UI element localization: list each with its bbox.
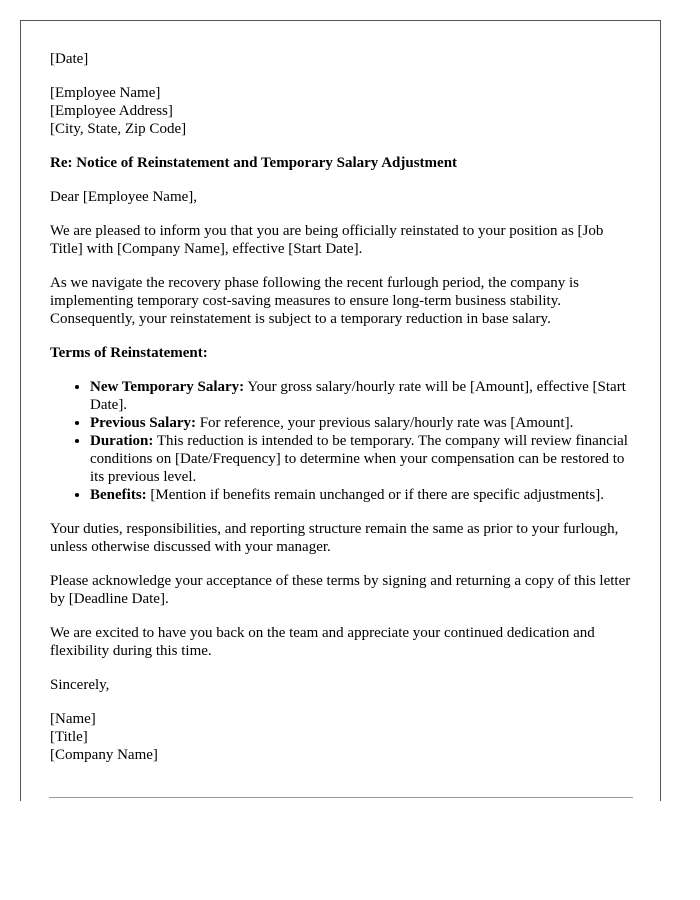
- paragraph-duties: Your duties, responsibilities, and reporting structure remain the same as prior to your furlough, unless otherwise discussed with your manager.: [50, 521, 619, 555]
- letter-date: [Date]: [50, 51, 89, 67]
- paragraph-recovery: As we navigate the recovery phase following the recent furlough period, the company is implementing temporary cost-saving measures to ensure long-term business stability. Consequently, your reinstatement is subject to a temporary reduction in base salary.: [50, 275, 579, 327]
- term-text: [Mention if benefits remain unchanged or if there are specific adjustments].: [146, 487, 604, 503]
- paragraph-reinstatement: We are pleased to inform you that you are being officially reinstated to your position as [Job Title] with [Company Name], effective [Start Date].: [50, 223, 604, 257]
- signature-title: [Title]: [50, 729, 88, 745]
- term-previous-salary: [90, 414, 636, 432]
- bottom-divider: [49, 797, 633, 798]
- recipient-block: [50, 84, 636, 138]
- closing: Sincerely,: [50, 677, 110, 693]
- letter-body: [50, 50, 636, 780]
- letter-subject: Re: Notice of Reinstatement and Temporary Salary Adjustment: [50, 155, 458, 171]
- paragraph-welcome-back: We are excited to have you back on the team and appreciate your continued dedication and flexibility during this time.: [50, 625, 595, 659]
- term-text: Your gross salary/hourly rate will be [Amount], effective [Start Date].: [90, 379, 626, 413]
- term-text: For reference, your previous salary/hourly rate was [Amount].: [195, 415, 574, 431]
- recipient-name: [Employee Name]: [50, 85, 161, 101]
- recipient-address: [Employee Address]: [50, 103, 173, 119]
- term-label: Benefits:: [90, 487, 147, 503]
- salutation: Dear [Employee Name],: [50, 189, 198, 205]
- term-duration: [90, 432, 636, 486]
- recipient-city-line: [City, State, Zip Code]: [50, 121, 187, 137]
- term-label: New Temporary Salary:: [90, 379, 245, 395]
- paragraph-acknowledge: Please acknowledge your acceptance of these terms by signing and returning a copy of this letter by [Deadline Date].: [50, 573, 631, 607]
- signature-name: [Name]: [50, 711, 96, 727]
- term-text: This reduction is intended to be temporary. The company will review financial conditions on [Date/Frequency] to determine when your compensation can be restored to its previous level.: [90, 433, 628, 485]
- terms-list: [50, 378, 636, 504]
- term-label: Previous Salary:: [90, 415, 196, 431]
- term-label: Duration:: [90, 433, 154, 449]
- signature-company: [Company Name]: [50, 747, 158, 763]
- terms-heading: Terms of Reinstatement:: [50, 345, 208, 361]
- term-new-salary: [90, 378, 636, 414]
- term-benefits: [90, 486, 636, 504]
- letter-page: [20, 20, 661, 801]
- signature-block: [50, 710, 636, 764]
